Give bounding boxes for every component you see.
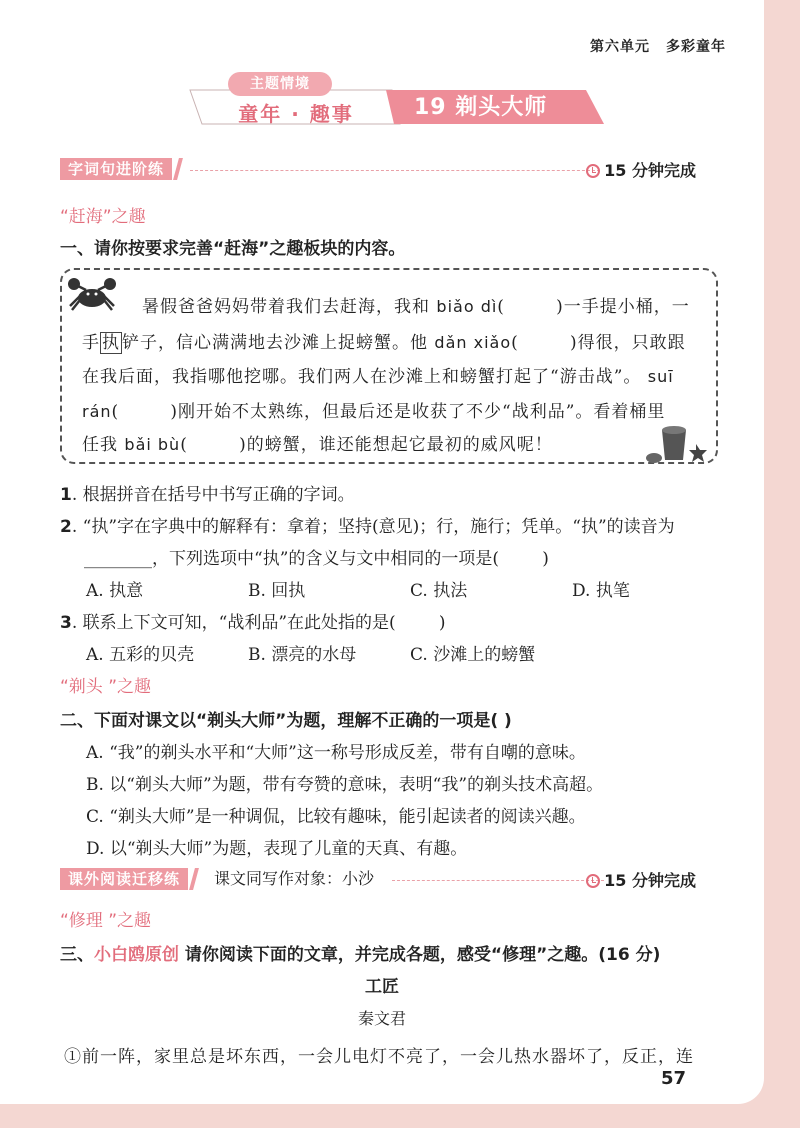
theme-title: 童年 · 趣事 [238,102,354,126]
passage-line-2: 手 执 铲子，信心满满地去沙滩上捉螃蟹。他 dǎn xiǎo( )得很，只敢跟 [82,333,686,353]
item-2-option-a: A. 执意 [86,581,144,601]
passage-line-3: 在我后面，我指哪他挖哪。我们两人在沙滩上和螃蟹打起了“游击战”。 suī [82,367,674,387]
section-header-extended-reading: 课外阅读迁移练 [60,868,188,890]
timer-text-2: 15 分钟完成 [604,871,696,890]
passage-line-5: 任我 bǎi bù( )的螃蟹，谁还能想起它最初的威风呢！ [82,435,553,455]
timer-label [586,158,696,181]
timer-label-2 [586,868,696,891]
question-1-title: 一、请你按要求完善“赶海”之趣板块的内容。 [60,239,406,259]
bucket-icon [640,420,720,464]
fun-heading-2: “剃头 ”之趣 [60,677,152,697]
fun-heading-3: “修理 ”之趣 [60,911,152,931]
item-2-option-b: B. 回执 [248,581,306,601]
item-3: 3. 联系上下文可知，“战利品”在此处指的是( ) [60,613,446,633]
unit-header [590,36,742,56]
question-3-title: 三、小白鸥原创 请你阅读下面的文章，并完成各题，感受“修理”之趣。(16 分) [60,945,661,965]
item-2-line-2: ________，下列选项中“执”的含义与文中相同的一项是( ) [84,549,549,569]
item-1: 1. 根据拼音在括号中书写正确的字词。 [60,485,355,505]
crab-icon [66,276,118,312]
article-author: 秦文君 [357,1009,406,1028]
unit-theme: 多彩童年 [666,39,726,55]
passage-line-1: 暑假爸爸妈妈带着我们去赶海，我和 biǎo dì( )一手提小桶，一 [142,297,690,317]
section-divider [190,170,600,172]
clock-icon [586,874,600,888]
item-3-option-c: C. 沙滩上的螃蟹 [410,645,536,665]
article-paragraph-1: ①前一阵，家里总是坏东西，一会儿电灯不亮了，一会儿热水器坏了，反正，连 [64,1047,694,1067]
lesson-title: 19 剃头大师 [414,95,548,120]
section-subtitle: 课文同写作对象：小沙 [214,869,375,888]
fun-heading-1: “赶海”之趣 [60,207,146,227]
brand-label: 小白鸥原创 [94,945,179,965]
question-2-option-a: A. “我”的剃头水平和“大师”这一称号形成反差，带有自嘲的意味。 [86,743,586,763]
page-number: 57 [660,1068,686,1089]
article-title: 工匠 [365,977,399,997]
item-3-option-b: B. 漂亮的水母 [248,645,357,665]
question-2-option-d: D. 以“剃头大师”为题，表现了儿童的天真、有趣。 [86,839,468,859]
section-divider-2 [392,880,604,882]
question-2-title: 二、下面对课文以“剃头大师”为题，理解不正确的一项是( ) [60,711,512,731]
item-2-option-d: D. 执笔 [572,581,630,601]
passage-line-4: rán( )刚开始不太熟练，但最后还是收获了不少“战利品”。看着桶里 [82,402,666,422]
theme-tag: 主题情境 [228,72,332,96]
clock-icon [586,164,600,178]
section-header-practice: 字词句进阶练 [60,158,172,180]
item-2: 2. “执”字在字典中的解释有：拿着；坚持(意见)；行，施行；凭单。“执”的读音为 [60,517,675,537]
question-2-option-b: B. 以“剃头大师”为题，带有夸赞的意味，表明“我”的剃头技术高超。 [86,775,604,795]
item-3-option-a: A. 五彩的贝壳 [86,645,195,665]
item-2-option-c: C. 执法 [410,581,468,601]
timer-text: 15 分钟完成 [604,161,696,180]
question-2-option-c: C. “剃头大师”是一种调侃，比较有趣味，能引起读者的阅读兴趣。 [86,807,586,827]
unit-label: 第六单元 [590,39,650,55]
